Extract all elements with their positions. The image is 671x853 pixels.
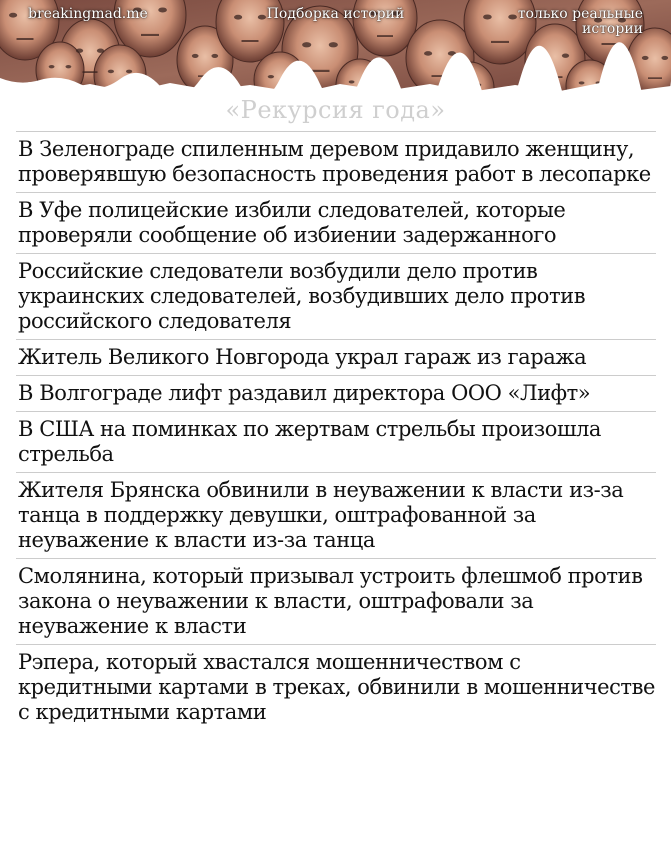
list-title: «Рекурсия года» [225,96,446,124]
story-item: Житель Великого Новгорода украл гараж из гаража [16,339,656,375]
site-label: breakingmad.me [28,6,148,22]
story-item: Рэпера, который хвастался мошенничеством с кредитными картами в треках, обвинили в мошенничестве с кредитными картами [16,644,656,730]
story-item: В США на поминках по жертвам стрельбы произошла стрельба [16,411,656,472]
story-item: В Уфе полицейские избили следователей, которые проверяли сообщение об избиении задержанного [16,192,656,253]
collection-label: Подборка историй [266,6,405,22]
story-item: Российские следователи возбудили дело против украинских следователей, возбудивших дело против российского следователя [16,253,656,339]
story-item: В Волгограде лифт раздавил директора ООО «Лифт» [16,375,656,411]
story-item: В Зеленограде спиленным деревом придавило женщину, проверявшую безопасность проведения работ в лесопарке [16,131,656,192]
header-banner [0,0,671,100]
story-item: Смолянина, который призывал устроить флешмоб против закона о неуважении к власти, оштрафовали за неуважение к власти [16,558,656,644]
tagline-label: только реальные истории [517,6,643,37]
story-list [16,131,656,730]
story-item: Жителя Брянска обвинили в неуважении к власти из-за танца в поддержку девушки, оштрафованной за неуважение к власти из-за танца [16,472,656,558]
